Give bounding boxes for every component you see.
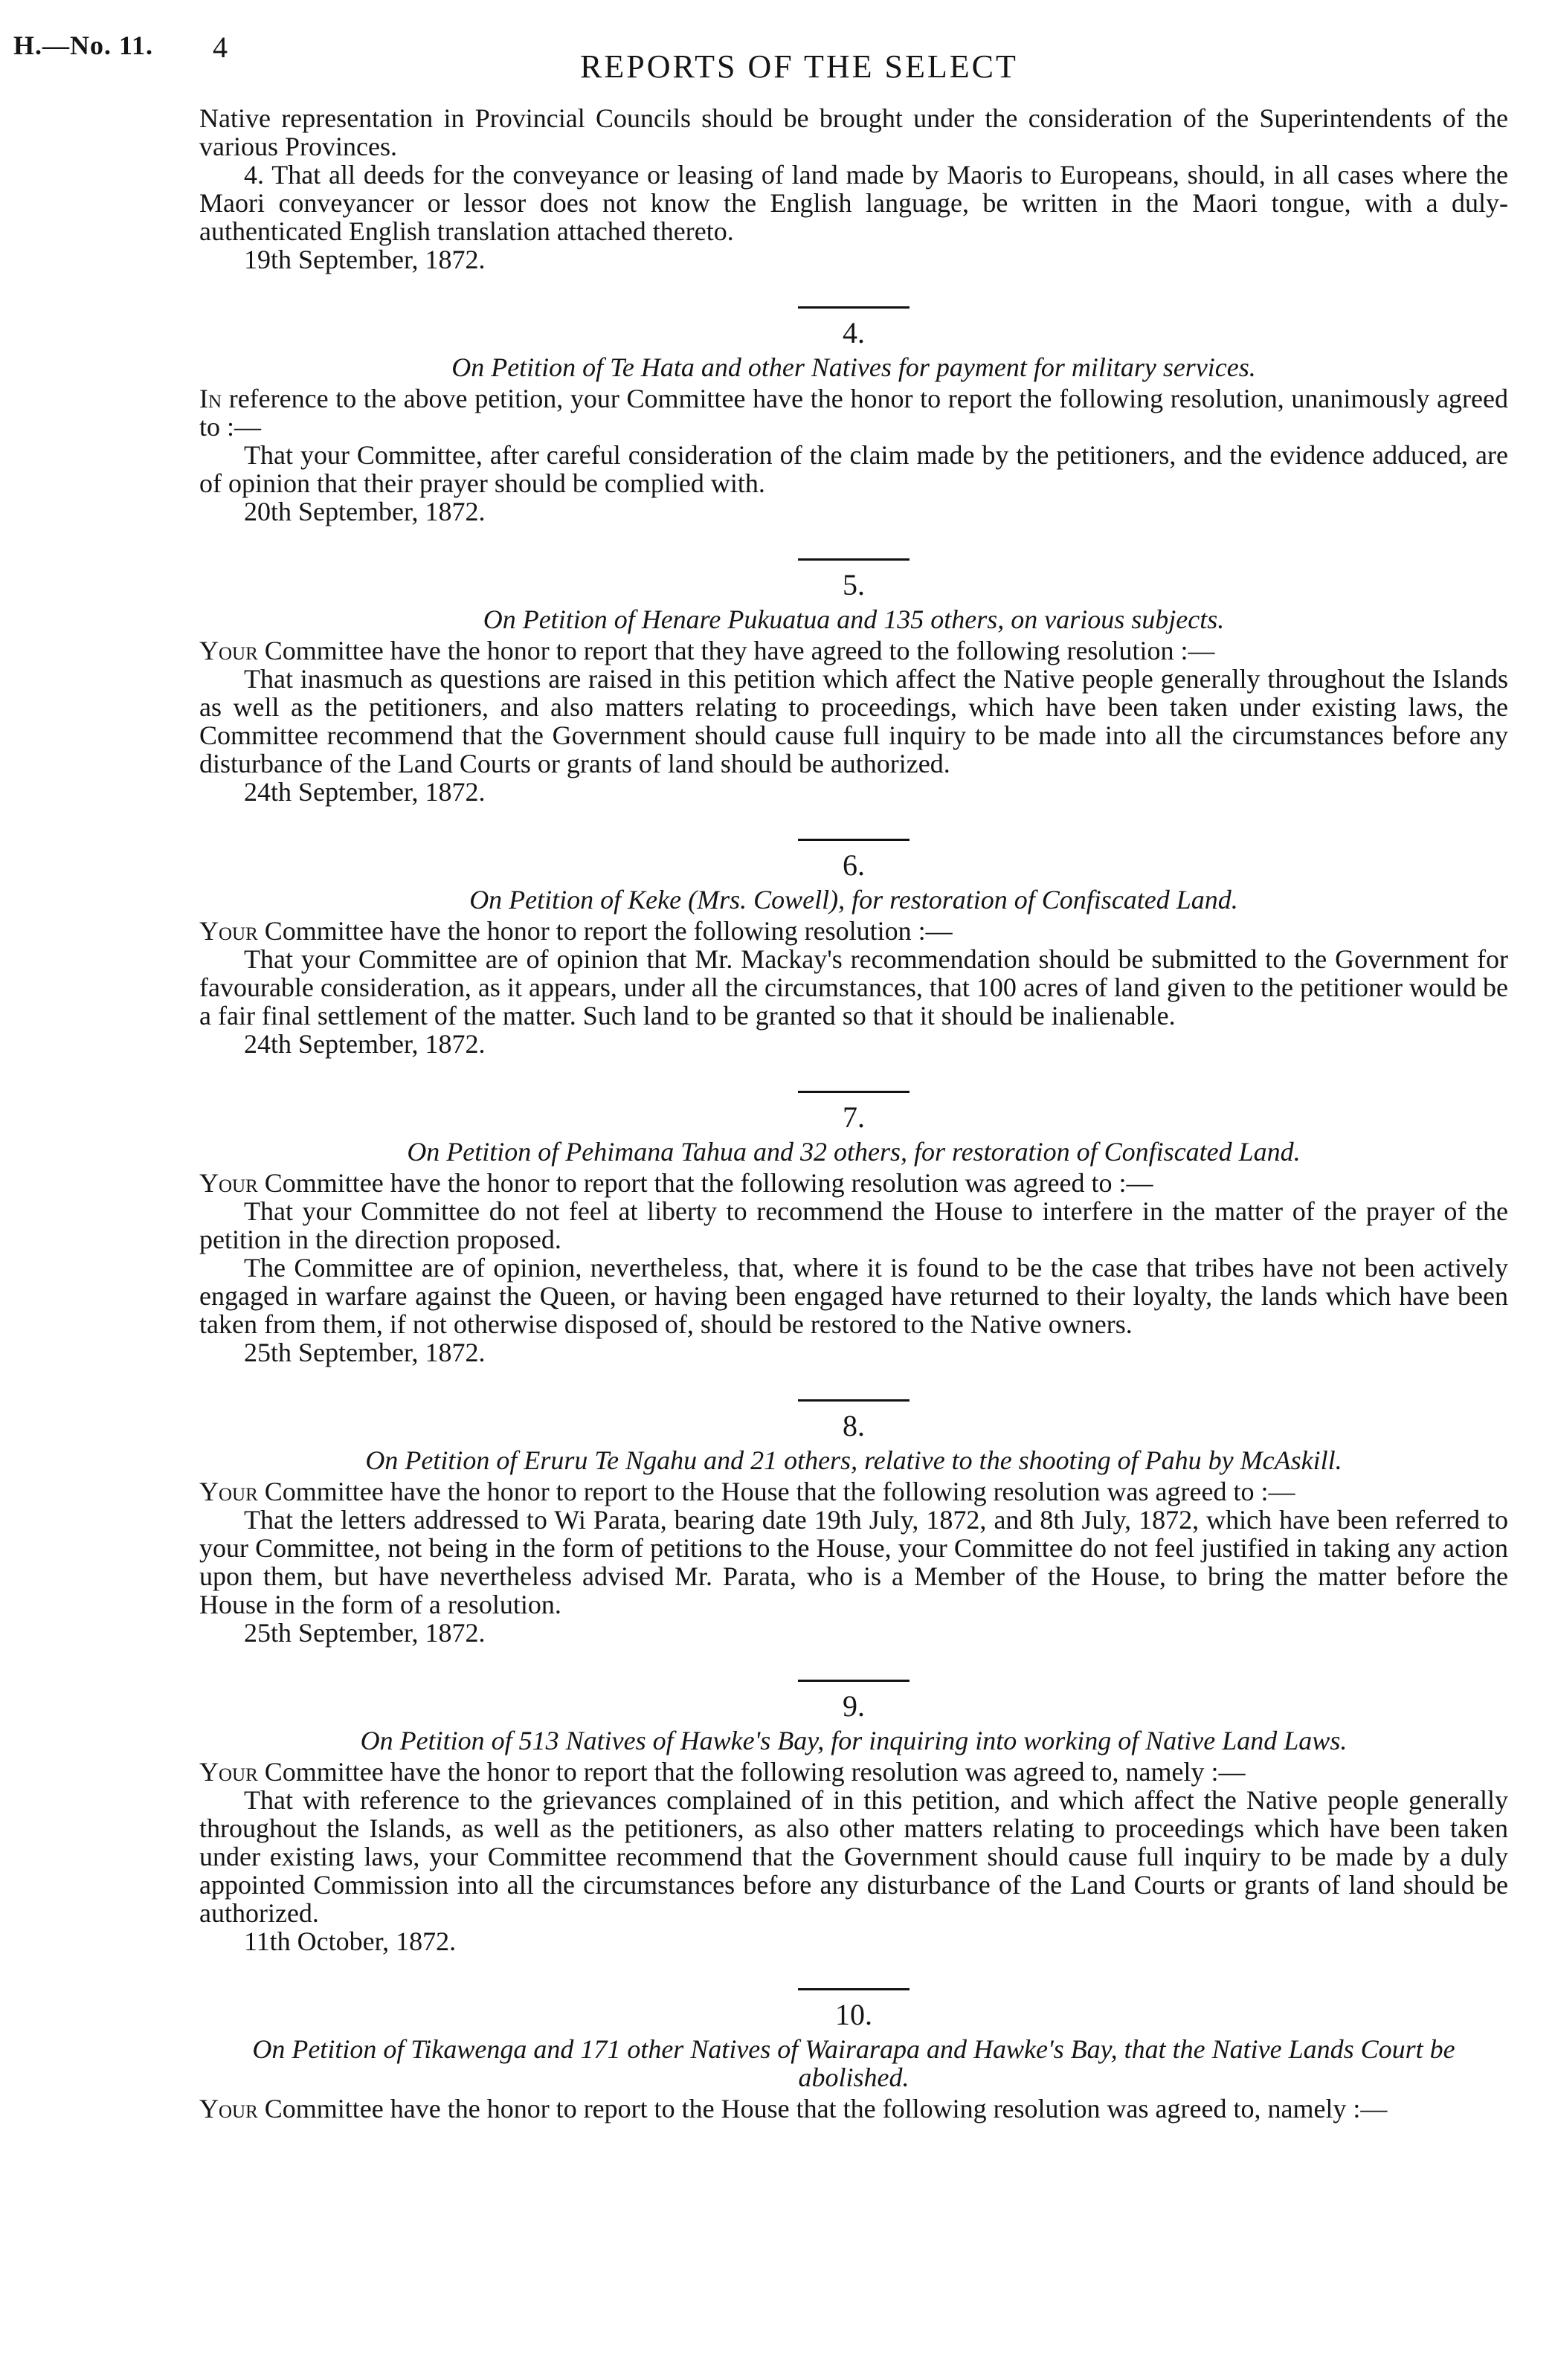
section-date: 25th September, 1872. [244,1338,486,1367]
resolution-paragraph: That the letters addressed to Wi Parata, bearing date 19th July, 1872, and 8th July, 1872, which have been referred to your Committee, not being in the form of petitions to the House, your Committee do not feel justified in taking any action upon them, but have nevertheless advised Mr. Parata, who is a Member of the House, to bring the matter before the House in the form of a resolution. [199,1505,1508,1619]
resolution-paragraph: That with reference to the grievances complained of in this petition, and which affect the Native people generally throughout the Islands, as well as the petitioners, as also other matters relating to proceedings which have been taken under existing laws, your Committee recommend that the Government should cause full inquiry to be made by a duly appointed Commission into all the circumstances before any disturbance of the Land Courts or grants of land should be authorized. [199,1785,1508,1928]
page-body [199,104,1508,2123]
resolution-paragraph: That your Committee are of opinion that Mr. Mackay's recommendation should be submitted to the Government for favourable consideration, as it appears, under all the circumstances, that 100 acres of land given to the petitioner would be a fair final settlement of the matter. Such land to be granted so that it should be inalienable. [199,944,1508,1031]
report-section [199,1680,1508,1955]
opening-word: Your [199,2094,258,2123]
opening-word: Your [199,1477,258,1506]
section-date: 25th September, 1872. [244,1618,486,1648]
petition-title: On Petition of Henare Pukuatua and 135 others, on various subjects. [483,604,1225,634]
opening-text: Committee have the honor to report the following resolution :— [257,916,953,946]
section-number: 6. [843,848,865,882]
section-date: 20th September, 1872. [244,497,486,526]
page-number: 4 [213,30,228,64]
report-section [199,306,1508,526]
petition-title: On Petition of Pehimana Tahua and 32 others, for restoration of Confiscated Land. [407,1137,1301,1167]
opening-text: Committee have the honor to report to the House that the following resolution was agreed to :— [257,1477,1295,1506]
intro-item-4: 4. That all deeds for the conveyance or leasing of land made by Maoris to Europeans, should, in all cases where the Maori conveyancer or lessor does not know the English language, be written in the Maori tongue, with a duly-authenticated English translation attached thereto. [199,160,1508,246]
report-section [199,839,1508,1058]
resolution-paragraph: That your Committee do not feel at liberty to recommend the House to interfere in the matter of the prayer of the petition in the direction proposed. [199,1196,1508,1254]
section-date: 24th September, 1872. [244,1029,486,1059]
opening-word: Your [199,636,258,665]
section-divider [798,1091,910,1093]
opening-text: Committee have the honor to report that the following resolution was agreed to, namely :— [257,1757,1246,1787]
report-section [199,558,1508,806]
running-title: REPORTS OF THE SELECT [580,48,1018,85]
section-number: 4. [843,316,865,349]
section-opening [199,636,1508,665]
report-section [199,1399,1508,1647]
section-divider [798,839,910,841]
section-opening [199,1169,1508,1197]
section-opening [199,1477,1508,1506]
opening-word: Your [199,1168,258,1198]
section-number: 7. [843,1100,865,1134]
report-section [199,1091,1508,1367]
section-number: 8. [843,1409,865,1442]
section-divider [798,1399,910,1402]
opening-word: Your [199,916,258,946]
petition-title: On Petition of 513 Natives of Hawke's Bay, for inquiring into working of Native Land Laws. [360,1726,1348,1755]
resolution-paragraph: That your Committee, after careful consideration of the claim made by the petitioners, and the evidence adduced, are of opinion that their prayer should be complied with. [199,440,1508,498]
section-date: 24th September, 1872. [244,777,486,807]
opening-text: reference to the above petition, your Committee have the honor to report the following resolution, unanimously agreed to :— [199,384,1508,442]
resolution-paragraph: That inasmuch as questions are raised in this petition which affect the Native people generally throughout the Islands as well as the petitioners, and also matters relating to proceedings, which have been taken under existing laws, the Committee recommend that the Government should cause full inquiry to be made into all the circumstances before any disturbance of the Land Courts or grants of land should be authorized. [199,664,1508,778]
section-number: 9. [843,1689,865,1723]
opening-text: Committee have the honor to report that they have agreed to the following resolution :— [257,636,1215,665]
section-divider [798,558,910,561]
section-opening [199,384,1508,441]
opening-word: In [199,384,222,413]
opening-word: Your [199,1757,258,1787]
section-number: 10. [835,1998,872,2031]
petition-title: On Petition of Te Hata and other Natives for payment for military services. [451,352,1256,382]
opening-text: Committee have the honor to report to the House that the following resolution was agreed to, namely :— [257,2094,1388,2123]
section-divider [798,306,910,309]
section-divider [798,1680,910,1682]
report-sections [199,306,1508,2123]
petition-title: On Petition of Tikawenga and 171 other Natives of Wairarapa and Hawke's Bay, that the Native Lands Court be abolished. [252,2034,1455,2092]
intro-continuation: Native representation in Provincial Councils should be brought under the consideration of the Superintendents of the various Provinces. [199,103,1508,161]
section-opening [199,917,1508,945]
section-divider [798,1988,910,1990]
resolution-paragraph: The Committee are of opinion, nevertheless, that, where it is found to be the case that tribes have not been actively engaged in warfare against the Queen, or having been engaged have returned to their loyalty, the lands which have been taken from them, if not otherwise disposed of, should be restored to the Native owners. [199,1253,1508,1339]
intro-date: 19th September, 1872. [244,245,486,274]
section-number: 5. [843,568,865,602]
opening-text: Committee have the honor to report that the following resolution was agreed to :— [257,1168,1153,1198]
section-date: 11th October, 1872. [244,1926,457,1956]
petition-title: On Petition of Eruru Te Ngahu and 21 others, relative to the shooting of Pahu by McAskill. [365,1445,1342,1475]
report-section [199,1988,1508,2123]
section-opening [199,2094,1508,2123]
section-opening [199,1758,1508,1786]
document-reference: H.—No. 11. [13,30,154,60]
petition-title: On Petition of Keke (Mrs. Cowell), for restoration of Confiscated Land. [469,885,1238,915]
